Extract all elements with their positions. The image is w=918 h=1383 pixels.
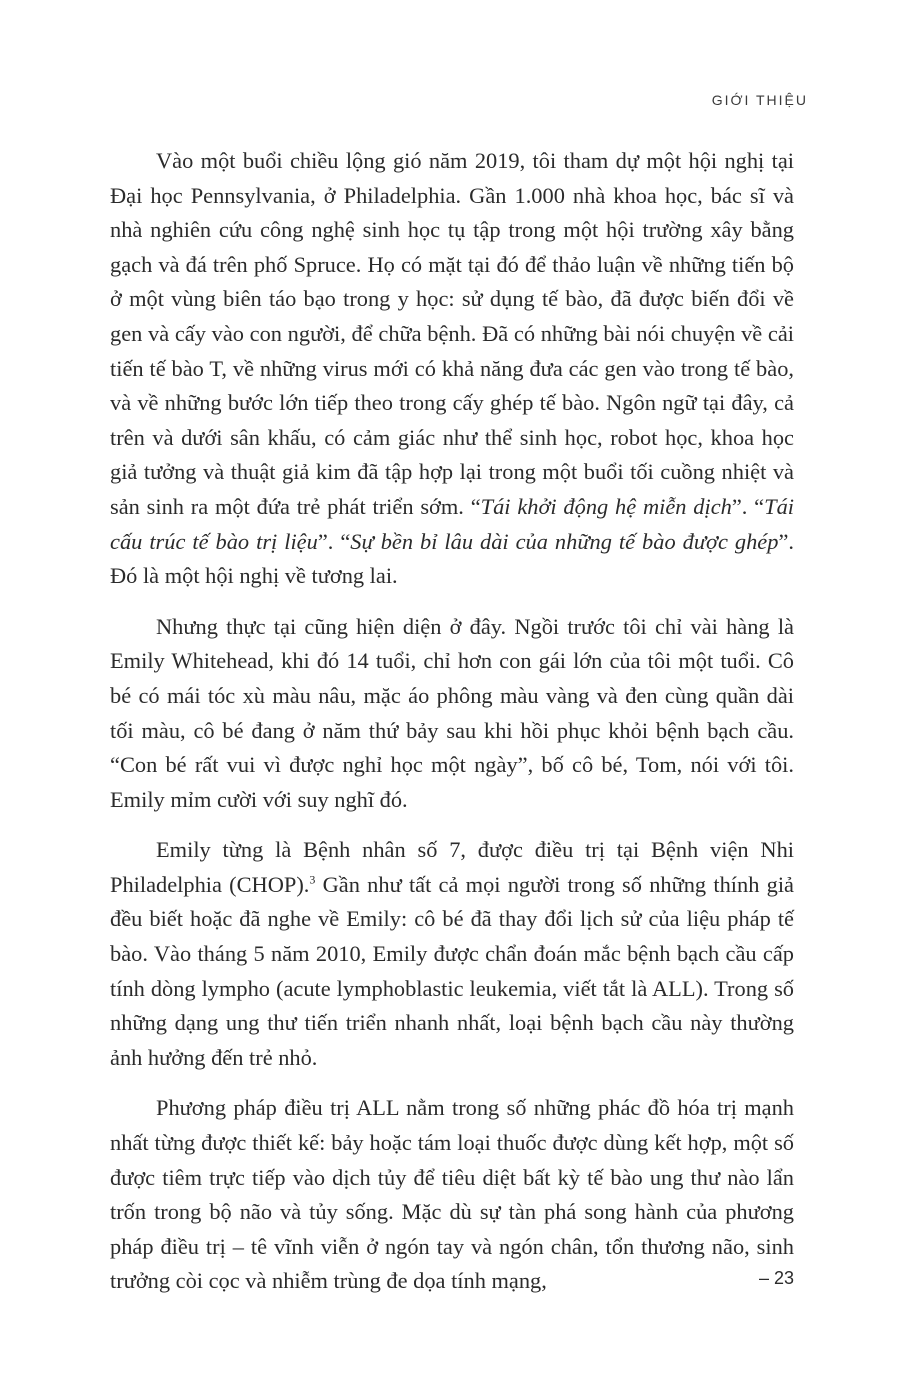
paragraph-patient-seven — [110, 833, 794, 1075]
paragraph-text: Vào một buổi chiều lộng gió năm 2019, tôi tham dự một hội nghị tại Đại học Pennsylvania, ở Philadelphia. Gần 1.000 nhà khoa học, bác sĩ và nhà nghiên cứu công nghệ sinh học tụ tập trong một hội trường xây bằng gạch và đá trên phố Spruce. Họ có mặt tại đó để thảo luận về những tiến bộ ở một vùng biên táo bạo trong y học: sử dụng tế bào, đã được biến đổi về gen và cấy vào con người, để chữa bệnh. Đã có những bài nói chuyện về cải tiến tế bào T, về những virus mới có khả năng đưa các gen vào trong tế bào, và về những bước lớn tiếp theo trong cấy ghép tế bào. Ngôn ngữ tại đây, cả trên và dưới sân khấu, có cảm giác như thể sinh học, robot học, khoa học giả tưởng và thuật giả kim đã tập hợp lại trong một buổi tối cuồng nhiệt và sản sinh ra một đứa trẻ phát triển sớm. “ — [110, 148, 794, 519]
italic-quote: Tái khởi động hệ miễn dịch — [480, 493, 732, 519]
paragraph-text: Emily từng là Bệnh nhân số 7, được điều trị tại Bệnh viện Nhi Philadelphia (CHOP). — [110, 837, 794, 897]
paragraph-text: Gần như tất cả mọi người trong số những thính giả đều biết hoặc đã nghe về Emily: cô bé đã thay đổi lịch sử của liệu pháp tế bào. Vào tháng 5 năm 2010, Emily được chẩn đoán mắc bệnh bạch cầu cấp tính dòng lympho (acute lymphoblastic leukemia, viết tắt là ALL). Trong số những dạng ung thư tiến triển nhanh nhất, loại bệnh bạch cầu này thường ảnh hưởng đến trẻ nhỏ. — [110, 871, 794, 1070]
italic-quote: Tái cấu trúc tế bào trị liệu — [110, 493, 794, 554]
page-number: – 23 — [758, 1268, 794, 1288]
paragraph-conference — [110, 144, 794, 594]
footnote-marker: 3 — [309, 872, 316, 887]
paragraph-text: ”. Đó là một hội nghị về tương lai. — [110, 528, 794, 589]
paragraph-emily-intro: Nhưng thực tại cũng hiện diện ở đây. Ngồi trước tôi chỉ vài hàng là Emily Whitehead, khi đó 14 tuổi, chỉ hơn con gái lớn của tôi một tuổi. Cô bé có mái tóc xù màu nâu, mặc áo phông màu vàng và đen cùng quần dài tối màu, cô bé đang ở năm thứ bảy sau khi hồi phục khỏi bệnh bạch cầu. “Con bé rất vui vì được nghỉ học một ngày”, bố cô bé, Tom, nói với tôi. Emily mỉm cười với suy nghĩ đó. — [110, 613, 794, 812]
running-header: GIỚI THIỆU — [711, 92, 808, 108]
italic-quote: Sự bền bỉ lâu dài của những tế bào được ghép — [350, 528, 779, 554]
paragraph-treatment: Phương pháp điều trị ALL nằm trong số những phác đồ hóa trị mạnh nhất từng được thiết kế: bảy hoặc tám loại thuốc được dùng kết hợp, một số được tiêm trực tiếp vào dịch tủy để tiêu diệt bất kỳ tế bào ung thư nào lẩn trốn trong bộ não và tủy sống. Mặc dù sự tàn phá song hành của phương pháp điều trị – tê vĩnh viễn ở ngón tay và ngón chân, tổn thương não, sinh trưởng còi cọc và nhiễm trùng đe dọa tính mạng, — [110, 1095, 794, 1294]
body-text — [110, 144, 794, 1299]
quote-separator: ”. “ — [731, 493, 765, 519]
quote-separator: ”. “ — [317, 528, 351, 554]
